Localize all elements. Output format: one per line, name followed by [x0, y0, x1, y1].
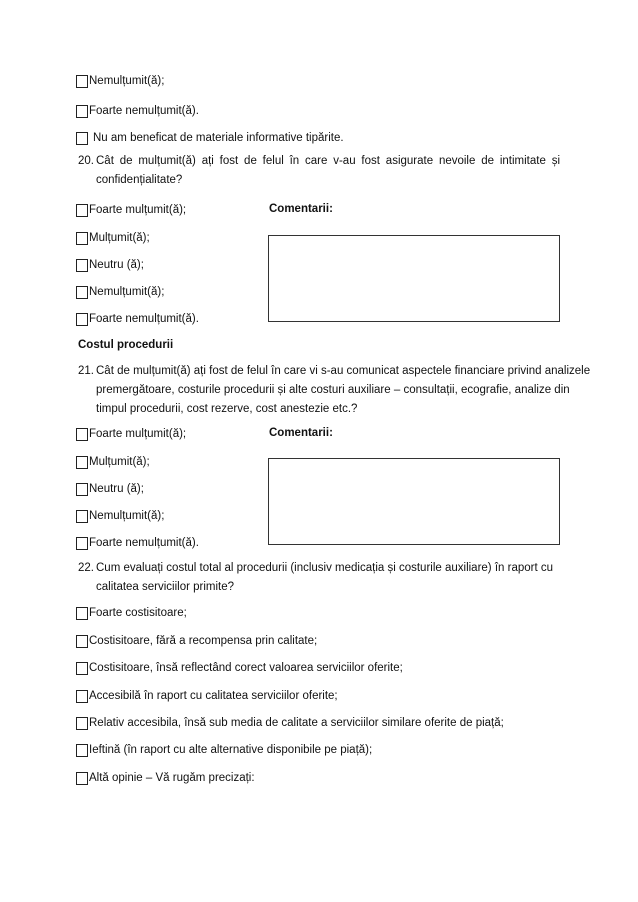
option-label: Costisitoare, fără a recompensa prin calitate; — [89, 635, 318, 647]
option-label: Nemulțumit(ă); — [89, 510, 165, 522]
option-label: Neutru (ă); — [89, 483, 144, 495]
option-label: Costisitoare, însă reflectând corect valoarea serviciilor oferite; — [89, 662, 403, 674]
question-21-text-line1: Cât de mulțumit(ă) ați fost de felul în care vi s-au comunicat aspectele financiare privind analizele — [96, 365, 591, 377]
option-label: Foarte mulțumit(ă); — [89, 428, 187, 440]
checkbox[interactable] — [76, 428, 88, 441]
q21-option-multumit[interactable] — [76, 454, 150, 470]
q21-option-foarte-multumit[interactable] — [76, 426, 186, 442]
checkbox[interactable] — [76, 259, 88, 272]
checkbox[interactable] — [76, 607, 88, 620]
option-label: Altă opinie – Vă rugăm precizați: — [89, 772, 255, 784]
checkbox[interactable] — [76, 690, 88, 703]
q20-option-foarte-nemultumit[interactable] — [76, 311, 199, 327]
question-22-text-line1: Cum evaluați costul total al procedurii (inclusiv medicația și costurile auxiliare) în raport cu — [96, 562, 553, 574]
question-20-number: 20. — [78, 155, 94, 167]
q21-option-nemultumit[interactable] — [76, 508, 164, 524]
q20-comments-box[interactable] — [268, 235, 560, 322]
option-label: Foarte costisitoare; — [89, 607, 187, 619]
question-22-number: 22. — [78, 562, 94, 574]
q22-option-relativ-accesibila[interactable] — [76, 715, 504, 731]
q22-option-ieftina[interactable] — [76, 742, 372, 758]
option-label: Accesibilă în raport cu calitatea serviciilor oferite; — [89, 690, 338, 702]
checkbox[interactable] — [76, 75, 88, 88]
question-21-number: 21. — [78, 365, 94, 377]
option-label: Ieftină (în raport cu alte alternative disponibile pe piață); — [89, 744, 373, 756]
option-label: Foarte mulțumit(ă); — [89, 204, 187, 216]
option-label: Nemulțumit(ă); — [89, 75, 165, 87]
checkbox[interactable] — [76, 662, 88, 675]
q21-option-foarte-nemultumit[interactable] — [76, 535, 199, 551]
q22-option-foarte-costisitoare[interactable] — [76, 605, 187, 621]
question-21-text-line3: timpul procedurii, cost rezerve, cost anestezie etc.? — [96, 403, 358, 415]
q22-option-alta-opinie[interactable] — [76, 770, 255, 786]
q22-option-costisitoare-fara-calitate[interactable] — [76, 633, 317, 649]
option-label: Foarte nemulțumit(ă). — [89, 313, 199, 325]
checkbox[interactable] — [76, 286, 88, 299]
checkbox[interactable] — [76, 483, 88, 496]
option-label: Relativ accesibila, însă sub media de calitate a serviciilor similare oferite de piață; — [89, 717, 504, 729]
option-label: Neutru (ă); — [89, 259, 144, 271]
q22-option-costisitoare-corect[interactable] — [76, 660, 403, 676]
checkbox[interactable] — [76, 510, 88, 523]
question-21-text-line2: premergătoare, costurile procedurii și alte costuri auxiliare – consultații, ecografie, analize din — [96, 384, 570, 396]
section-title: Costul procedurii — [78, 339, 174, 351]
question-20-text-line1: Cât de mulțumit(ă) ați fost de felul în care v-au fost asigurate nevoile de intimitate și — [96, 155, 560, 167]
q20-option-nemultumit[interactable] — [76, 284, 164, 300]
q20-option-foarte-multumit[interactable] — [76, 202, 186, 218]
option-label: Foarte nemulțumit(ă). — [89, 105, 199, 117]
q22-option-accesibila[interactable] — [76, 688, 338, 704]
q21-option-neutru[interactable] — [76, 481, 144, 497]
q20-option-neutru[interactable] — [76, 257, 144, 273]
option-label: Nu am beneficat de materiale informative tipărite. — [93, 132, 344, 144]
q21-comments-label: Comentarii: — [269, 427, 333, 439]
question-20-text-line2: confidențialitate? — [96, 174, 183, 186]
option-label: Mulțumit(ă); — [89, 232, 150, 244]
checkbox[interactable] — [76, 537, 88, 550]
checkbox[interactable] — [76, 717, 88, 730]
q20-option-multumit[interactable] — [76, 230, 150, 246]
checkbox[interactable] — [76, 132, 88, 145]
option-foarte-nemultumit[interactable] — [76, 103, 199, 119]
checkbox[interactable] — [76, 635, 88, 648]
checkbox[interactable] — [76, 204, 88, 217]
checkbox[interactable] — [76, 232, 88, 245]
option-nemultumit[interactable] — [76, 73, 164, 89]
q21-comments-box[interactable] — [268, 458, 560, 545]
q20-comments-label: Comentarii: — [269, 203, 333, 215]
option-label: Mulțumit(ă); — [89, 456, 150, 468]
checkbox[interactable] — [76, 105, 88, 118]
checkbox[interactable] — [76, 744, 88, 757]
option-label: Foarte nemulțumit(ă). — [89, 537, 199, 549]
option-nu-am-beneficiat[interactable] — [76, 130, 344, 146]
question-22-text-line2: calitatea serviciilor primite? — [96, 581, 235, 593]
checkbox[interactable] — [76, 456, 88, 469]
option-label: Nemulțumit(ă); — [89, 286, 165, 298]
checkbox[interactable] — [76, 772, 88, 785]
checkbox[interactable] — [76, 313, 88, 326]
